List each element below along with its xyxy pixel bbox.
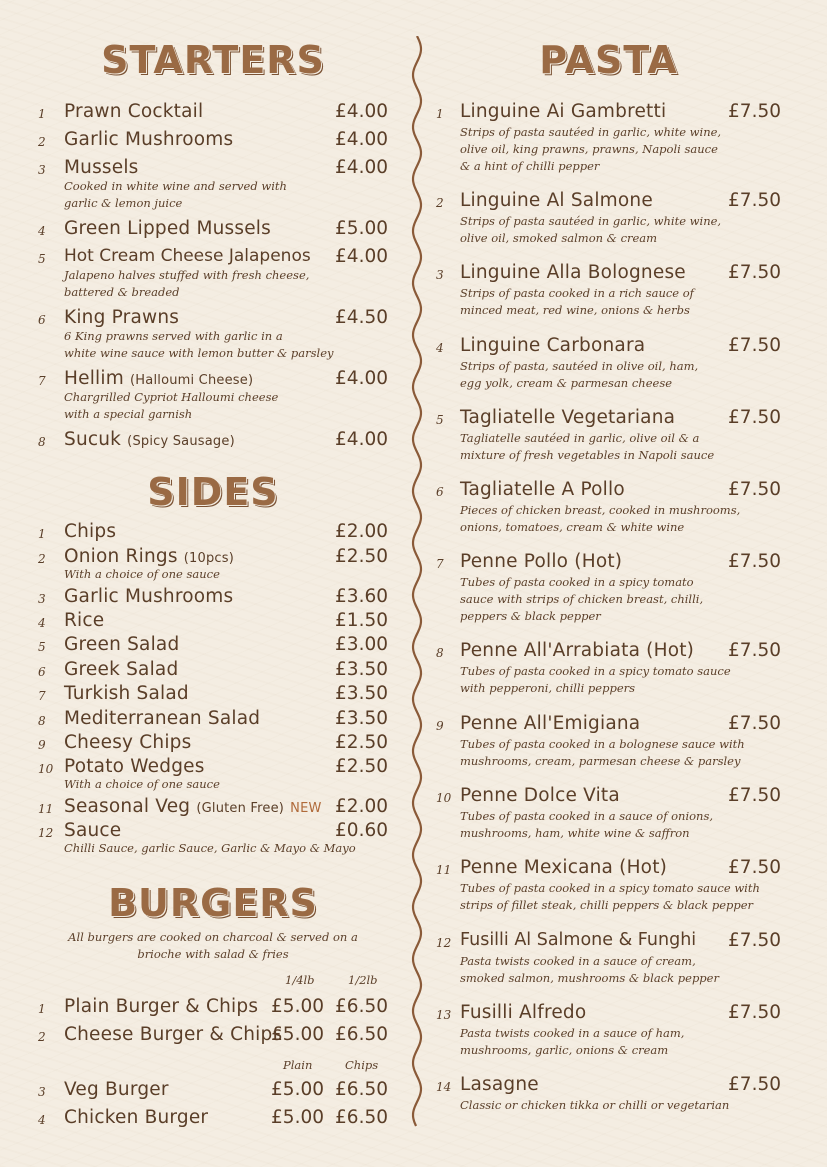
item-price: £2.00 [335,796,388,817]
item-description: With a choice of one sauce [64,567,220,581]
item-name-text: Hellim [64,368,124,389]
item-name: Green Lipped Mussels [64,218,271,239]
item-price: £3.50 [335,659,388,680]
item-number: 3 [38,163,46,177]
item-description: 6 King prawns served with garlic in a [64,329,283,343]
pasta-heading: PASTA [539,38,678,82]
item-description: smoked salmon, mushrooms & black pepper [460,971,719,985]
item-name: Mussels [64,157,139,178]
item-description: Tubes of pasta cooked in a sauce of onions, [460,809,714,823]
item-name: Penne All'Arrabiata (Hot) [460,640,695,661]
item-price: £7.50 [728,407,781,428]
item-name: Chips [64,521,117,542]
item-name: Linguine Alla Bolognese [460,262,686,283]
item-price: £7.50 [728,190,781,211]
item-description: Tagliatelle sautéed in garlic, olive oil & a [460,431,700,445]
item-description: mushrooms, ham, white wine & saffron [460,826,690,840]
item-name: Fusilli Alfredo [460,1002,587,1023]
item-name: Cheesy Chips [64,732,192,753]
item-price: £4.50 [335,307,388,328]
item-description: Strips of pasta, sautéed in olive oil, ham, [460,359,699,373]
item-description: Pasta twists cooked in a sauce of ham, [460,1026,685,1040]
price-column-heading: 1/4lb [285,973,315,987]
item-price: £4.00 [335,129,388,150]
item-price: £7.50 [728,551,781,572]
item-price: £6.50 [335,1079,388,1100]
item-name: Penne Pollo (Hot) [460,551,623,572]
item-name [64,429,235,450]
item-description: minced meat, red wine, onions & herbs [460,303,690,317]
item-name: Linguine Carbonara [460,335,646,356]
item-description: Tubes of pasta cooked in a bolognese sauce with [460,737,745,751]
item-name [64,796,322,817]
item-note: (Gluten Free) [196,801,285,816]
item-price: £5.00 [271,1079,324,1100]
item-number: 8 [38,714,46,728]
item-number: 3 [38,1085,46,1099]
price-column-heading: 1/2lb [348,973,378,987]
item-name: Garlic Mushrooms [64,586,234,607]
item-price: £5.00 [271,1107,324,1128]
item-name-text: Seasonal Veg [64,796,191,817]
item-number: 6 [38,313,46,327]
item-name: Plain Burger & Chips [64,996,259,1017]
item-price: £4.00 [335,157,388,178]
item-price: £4.00 [335,246,388,267]
item-name: Hot Cream Cheese Jalapenos [64,246,311,266]
item-name: Rice [64,610,105,631]
item-price: £2.50 [335,756,388,777]
item-description: battered & breaded [64,285,180,299]
item-name: Linguine Ai Gambretti [460,101,667,122]
item-number: 7 [436,557,444,571]
item-number: 4 [38,616,46,630]
item-number: 8 [38,435,46,449]
item-number: 5 [436,413,444,427]
item-description: Jalapeno halves stuffed with fresh cheese, [64,268,310,282]
burgers-intro: All burgers are cooked on charcoal & served on a [68,930,358,944]
item-number: 12 [436,936,452,950]
item-name: Cheese Burger & Chips [64,1024,283,1045]
item-price: £2.50 [335,732,388,753]
item-price: £7.50 [728,857,781,878]
burgers-heading: BURGERS [108,881,318,925]
item-number: 3 [436,268,444,282]
item-number: 5 [38,252,46,266]
item-note: (Spicy Sausage) [127,434,235,449]
item-name: Chicken Burger [64,1107,209,1128]
item-number: 12 [38,826,54,840]
sides-heading: SIDES [147,470,279,514]
item-price: £2.00 [335,521,388,542]
item-price: £6.50 [335,1107,388,1128]
item-number: 1 [436,107,444,121]
item-description: mushrooms, garlic, onions & cream [460,1043,669,1057]
item-name [64,546,234,567]
item-description: Classic or chicken tikka or chilli or vegetarian [460,1098,730,1112]
burgers-intro: brioche with salad & fries [137,947,289,961]
item-name: Lasagne [460,1074,539,1095]
item-number: 3 [38,592,46,606]
item-description: strips of fillet steak, chilli peppers & black pepper [460,898,754,912]
item-name: Veg Burger [64,1079,169,1100]
item-number: 9 [38,738,46,752]
item-number: 7 [38,689,46,703]
item-price: £6.50 [335,1024,388,1045]
item-price: £7.50 [728,713,781,734]
item-number: 11 [436,863,452,877]
item-price: £3.00 [335,634,388,655]
item-description: mushrooms, cream, parmesan cheese & parsley [460,754,741,768]
item-price: £3.60 [335,586,388,607]
item-number: 9 [436,719,444,733]
item-number: 2 [38,135,46,149]
item-name: Garlic Mushrooms [64,129,234,150]
item-price: £6.50 [335,996,388,1017]
item-description: peppers & black pepper [460,609,601,623]
item-description: mixture of fresh vegetables in Napoli sauce [460,448,715,462]
item-price: £2.50 [335,546,388,567]
item-description: Strips of pasta cooked in a rich sauce of [460,286,694,300]
wavy-divider [400,36,434,1131]
item-price: £7.50 [728,262,781,283]
item-description: garlic & lemon juice [64,196,183,210]
item-price: £7.50 [728,1074,781,1095]
item-description: Pieces of chicken breast, cooked in mushrooms, [460,503,741,517]
item-number: 10 [38,762,54,776]
item-number: 13 [436,1008,452,1022]
item-price: £3.50 [335,708,388,729]
item-name: Fusilli Al Salmone & Funghi [460,930,697,950]
item-name: Prawn Cocktail [64,101,204,122]
item-description: sauce with strips of chicken breast, chilli, [460,592,704,606]
item-price: £4.00 [335,368,388,389]
item-price: £7.50 [728,1002,781,1023]
item-number: 4 [38,224,46,238]
item-price: £5.00 [271,996,324,1017]
new-badge: NEW [290,801,322,816]
item-description: egg yolk, cream & parmesan cheese [460,376,673,390]
item-description: with a special garnish [64,407,193,421]
item-price: £7.50 [728,785,781,806]
item-name-text: Onion Rings [64,546,178,567]
item-note: (10pcs) [183,551,235,566]
item-price: £5.00 [335,218,388,239]
item-name: Green Salad [64,634,180,655]
item-number: 14 [436,1080,452,1094]
item-name-text: Sucuk [64,429,122,450]
item-price: £7.50 [728,479,781,500]
item-description: olive oil, king prawns, prawns, Napoli sauce [460,142,718,156]
item-number: 4 [38,1113,46,1127]
item-number: 2 [38,552,46,566]
item-number: 5 [38,640,46,654]
item-price: £5.00 [271,1024,324,1045]
item-name: Mediterranean Salad [64,708,261,729]
item-price: £4.00 [335,429,388,450]
item-price: £7.50 [728,930,781,951]
item-number: 2 [38,1030,46,1044]
item-description: with pepperoni, chilli peppers [460,681,636,695]
item-number: 6 [38,665,46,679]
item-price: £3.50 [335,683,388,704]
starters-heading: STARTERS [101,38,325,82]
item-description: Pasta twists cooked in a sauce of cream, [460,954,696,968]
item-description: Tubes of pasta cooked in a spicy tomato [460,575,694,589]
item-number: 1 [38,1002,46,1016]
item-number: 8 [436,646,444,660]
price-column-heading: Plain [283,1058,313,1072]
item-number: 2 [436,196,444,210]
item-description: Cooked in white wine and served with [64,179,287,193]
item-name: Penne Mexicana (Hot) [460,857,668,878]
price-column-heading: Chips [345,1058,379,1072]
item-price: £7.50 [728,335,781,356]
item-description: Strips of pasta sautéed in garlic, white wine, [460,125,722,139]
item-name: Turkish Salad [64,683,189,704]
item-number: 4 [436,341,444,355]
item-description: Chilli Sauce, garlic Sauce, Garlic & Mayo & Mayo [64,841,356,855]
item-price: £7.50 [728,101,781,122]
item-name: Tagliatelle Vegetariana [460,407,676,428]
item-description: Chargrilled Cypriot Halloumi cheese [64,390,279,404]
item-name: Penne Dolce Vita [460,785,620,806]
item-price: £4.00 [335,101,388,122]
item-name: King Prawns [64,307,180,328]
item-note: (Halloumi Cheese) [130,373,254,388]
item-name: Tagliatelle A Pollo [460,479,625,500]
item-description: Tubes of pasta cooked in a spicy tomato sauce [460,664,731,678]
item-number: 1 [38,107,46,121]
item-description: Strips of pasta sautéed in garlic, white wine, [460,214,722,228]
item-name: Greek Salad [64,659,179,680]
item-description: Tubes of pasta cooked in a spicy tomato sauce with [460,881,760,895]
item-number: 7 [38,374,46,388]
item-description: & a hint of chilli pepper [460,159,600,173]
item-name: Sauce [64,820,122,841]
item-name: Potato Wedges [64,756,205,777]
item-description: white wine sauce with lemon butter & parsley [64,346,334,360]
item-price: £7.50 [728,640,781,661]
item-number: 1 [38,527,46,541]
item-name: Linguine Al Salmone [460,190,653,211]
item-number: 10 [436,791,452,805]
item-name [64,368,253,389]
item-description: With a choice of one sauce [64,777,220,791]
item-price: £1.50 [335,610,388,631]
item-number: 6 [436,485,444,499]
item-price: £0.60 [335,820,388,841]
item-description: onions, tomatoes, cream & white wine [460,520,685,534]
item-name: Penne All'Emigiana [460,713,641,734]
item-description: olive oil, smoked salmon & cream [460,231,658,245]
item-number: 11 [38,802,54,816]
